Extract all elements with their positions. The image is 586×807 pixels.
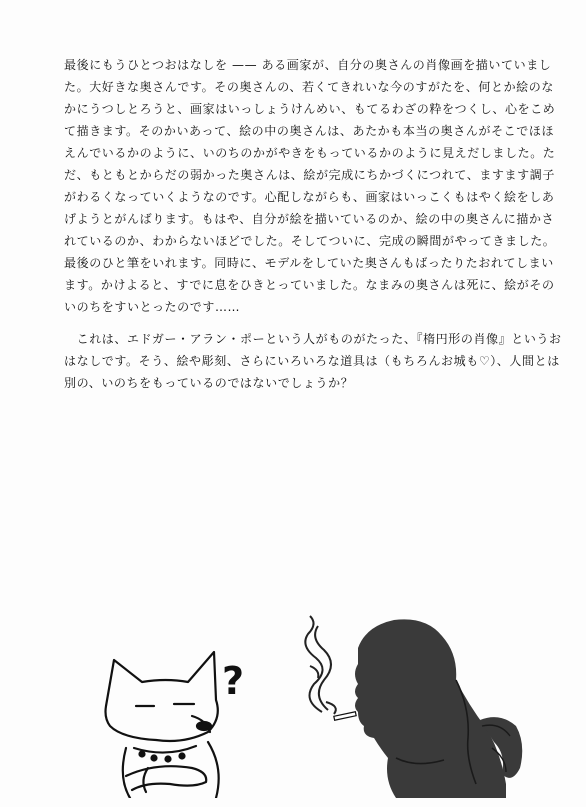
text-line: れているのか、わからないほどでした。そしてついに、完成の瞬間がやってきました。 (64, 234, 556, 248)
paragraph-gap (64, 318, 524, 328)
paragraph-poe (64, 328, 562, 394)
text-line: て描きます。そのかいあって、絵の中の奥さんは、あたかも本当の奥さんがそこでほほ (64, 124, 555, 138)
text-line: 最後にもうひとつおはなしを —— ある画家が、自分の奥さんの肖像画を描いていまし (64, 58, 552, 72)
text-line: 別の、いのちをもっているのではないでしょうか？ (64, 376, 354, 390)
illustration (96, 608, 536, 798)
paragraph-story (64, 54, 556, 318)
text-line: 最後のひと筆をいれます。同時に、モデルをしていた奥さんもばったりたおれてしまい (64, 256, 554, 270)
text-line: がわるくなっていくようなのです。心配しながらも、画家はいっこくもはやく絵をしあ (64, 190, 555, 204)
text-line: はなしです。そう、絵や彫刻、さらにいろいろな道具は（もちろんお城も♡）、人間とは (64, 354, 560, 368)
text-line: だ、もともとからだの弱かった奥さんは、絵が完成にちかづくにつれて、ますます調子 (64, 168, 555, 182)
cartoon-dog-illustration (106, 652, 219, 798)
cigarette-icon (334, 712, 356, 720)
text-line: えんでいるかのように、いのちのかがやきをもっているかのように見えだしました。た (64, 146, 556, 160)
text-line: いのちをすいとったのです…… (64, 300, 241, 314)
man-silhouette-illustration (355, 619, 522, 798)
text-line: ます。かけよると、すでに息をひきとっていました。なまみの奥さんは死に、絵がその (64, 278, 555, 292)
text-line: げようとがんばります。もはや、自分が絵を描いているのか、絵の中の奥さんに描かさ (64, 212, 555, 226)
text-line: これは、エドガー・アラン・ポーという人がものがたった、『楕円形の肖像』というお (64, 332, 562, 346)
text-line: た。大好きな奥さんです。その奥さんの、若くてきれいな今のすがたを、何とか絵のな (64, 80, 554, 94)
smoke-icon (305, 616, 335, 714)
body-text (64, 54, 562, 394)
text-line: かにうつしとろうと、画家はいっしょうけんめい、もてるわざの粋をつくし、心をこめ (64, 102, 556, 116)
question-mark-text: ? (222, 659, 245, 703)
